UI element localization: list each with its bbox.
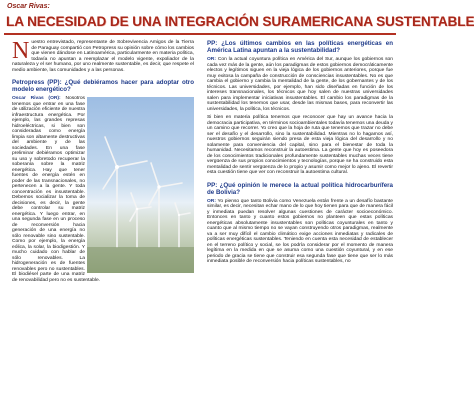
right-column [207,40,393,268]
intro-paragraph [12,40,194,73]
answer-1-speaker: Oscar Rivas (OR): [12,96,61,101]
left-column [12,40,194,286]
answer-2-text: Con la actual coyuntura política en América del Sur, aunque los gobiernos son cada vez más de la gente, aún los paradigmas de estos gobiernos democráticamente electos y legítimos siguen en la vieja lógica de los gobiernos anteriores, porque fue muy exitosa la campaña de construcción de consciencias insustentables. No es que cambia el gobierno y cambia la mentalidad de la gente, de los gobernantes y de los técnicos. Las universidades, por ejemplo, han sido diseñadas en función de los intereses transnacionales, los técnicos que hoy salen de nuestras universidades salen para implementar iniciativas insustentables. El cambio los paradigmas de la sustentabilidad los tenemos que usar, desde las mismas bases, para reconvertir las universidades, la política, los técnicos. [207,57,393,112]
question-1: Petropress (PP): ¿Qué debiéramos hacer para adoptar otro modelo energético? [12,79,194,93]
answer-1 [12,96,194,283]
answer-3-text: Yo pienso que tanto Bolivia como Venezuela están frente a un desafío bastante similar, es decir, necesitan echar mano de lo que hoy tienen para que de manera fácil y inmediata puedan resolver algunas cuestiones de carácter socioeconómico. Entonces en tanto y cuanto estos gobiernos no planteen que estas políticas energéticas absolutamente insustentables son políticas coyunturales en tanto y cuanto que al mismo tiempo no se vayan construyendo otros paradigmas, realmente va a ser muy difícil el cambio climático exige acciones inmediatas y radicales de políticas energéticas sustentables. Teniendo en cuenta esta necesidad de establecer en el terreno político y social, se los podría considerar por el momento de manera legítima en la medida en que se asuma como una cuestión coyuntural, y en ese periodo de gracia se tiene que construir esa segunda fase que tiene que ser lo más inmediata posible de reconversión hacia políticas sustentables, no [207,198,393,264]
answer-3-speaker: OR: [207,198,216,204]
answer-2 [207,57,393,112]
question-3: PP: ¿Qué opinión le merece la actual política hidrocarburífera de Bolivia? [207,181,393,196]
author-name: Oscar Rivas: [7,3,50,10]
title-rule [4,33,396,35]
intro-text: uestro entrevistado, representante de Sobrevivencia Amigos de la Tierra de Paraguay compartió con Petropress su opinión sobre cómo los cambios que vienen dándose en Latinoamérica, particularmente en materia política, todavía no apuntan a reemplazar el modelo vigente, expoliador de la naturaleza y el ser humano, por uno realmente sustentable, es decir, que respete el medio ambiente, las comunidades y a las personas. [12,40,194,73]
question-2: PP: ¿Los últimos cambios en las políticas energéticas en América Latina apuntan a la sustentabilidad? [207,40,393,54]
answer-2-speaker: OR: [207,57,216,62]
article-title: LA NECESIDAD DE UNA INTEGRACIÓN SURAMERICANA SUSTENTABLE [6,14,474,29]
drop-cap: N [12,38,30,64]
answer-2-continued: Si bien en materia política tenemos que reconocer que hay un avance hacia la democracia participativa, en términos socioambientales todavía tenemos una deuda y un camino que recorrer. Yo creo que la hoja de ruta que tenemos que trazar no debe ser el desafío y el desarrollo, sino la sustentabilidad. Mientras no lo hagamos así, nuestros gobiernos seguirán siendo presa de esta vieja lógica del desarrollo y no solamente para conveniencia del capital, sino para el bienestar de toda la humanidad. Necesitamos reconstruir la autoestima. La gente que hoy es poseedora de los conocimientos tradicionales profundamente sustentables muchas veces tiene vergüenza de sus propios conocimientos y tecnologías, porque se ha construido esta mentalidad de sentir vergüenza de lo propio y asumir como mejor lo ajeno. El revertir esta cuestión tiene que ver con reconstruir la autoestima cultural. [207,115,393,175]
answer-1-text: Nosotros tenemos que entrar en una fase de utilización eficiente de nuestra infraestructura energética. Por ejemplo, las grandes represas hidroeléctricas, si bien son consideradas como energía limpia son altamente destructivas del ambiente y de las sociedades. En una fase preliminar debiéramos optimizar su uso y sobretodo recuperar la soberanía sobre la matriz energética. Hay que tener fuentes de energía estén en poder de las transnacionales, no pertenecen a la gente. Y toda concentración es insustentable. Debemos socializar la toma de decisiones, es decir, la gente debe controlar su matriz energética. Y luego entrar, en una segunda fase en un proceso de reconversión hacia generación de una energía no sólo renovable sino sustentable. Como por ejemplo, la energía eólica, la solar, la biodigestión. Y mucho cuidado con hablar de sólo renovables. La hidrogeneración es de fuentes renovables pero no sustentables. El biodiésel parte de una matriz de renovabilidad pero no es sustentable. [12,96,101,283]
wind-turbines-photo [87,97,194,273]
wind-turbines-illustration [87,97,194,273]
answer-3 [207,199,393,265]
